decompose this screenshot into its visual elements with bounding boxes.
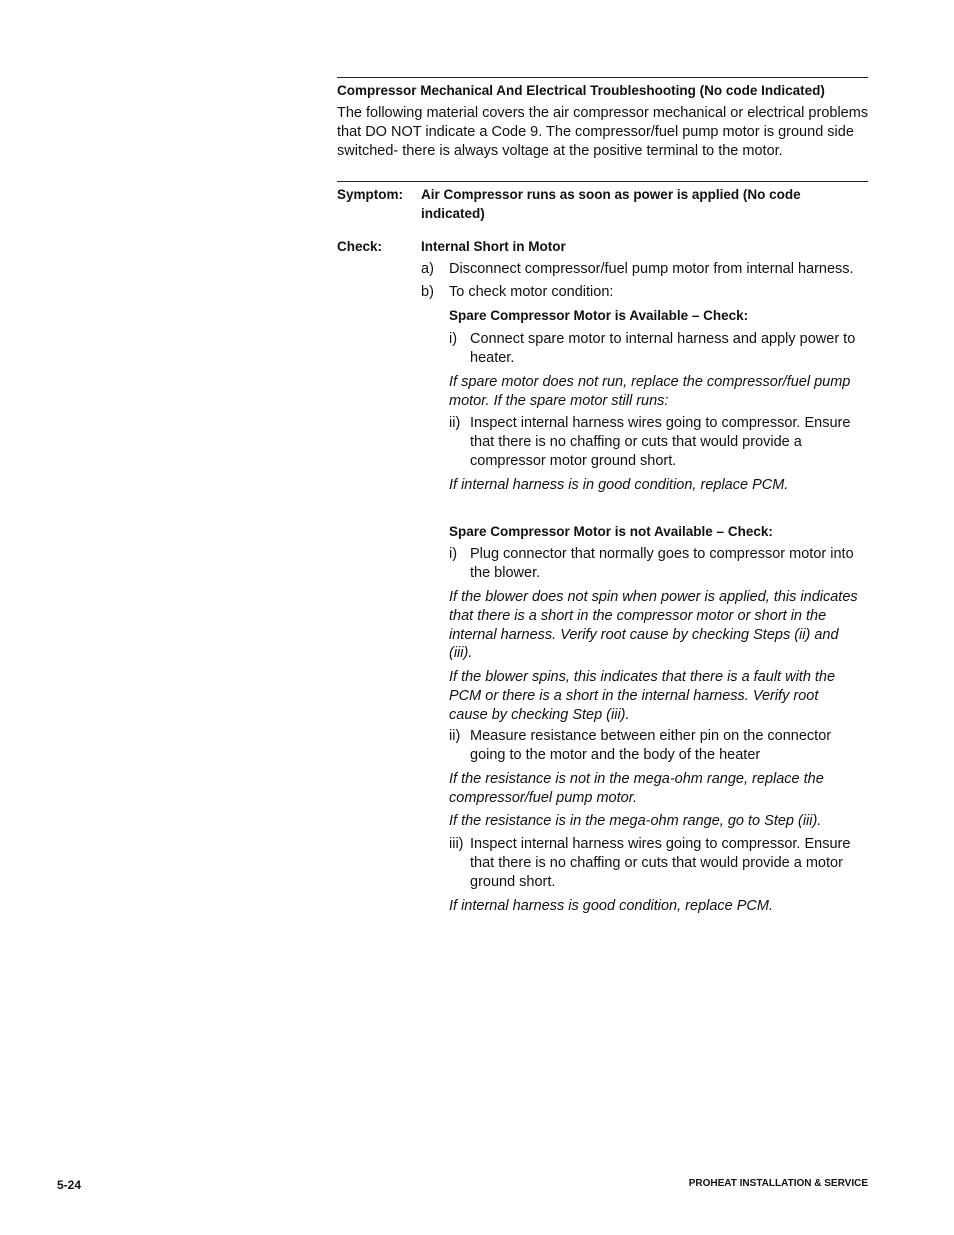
step-text: To check motor condition: (449, 284, 614, 300)
available-note-1: If spare motor does not run, replace the compressor/fuel pump motor. If the spare motor still runs: (449, 374, 851, 409)
step-marker: ii) (449, 728, 461, 744)
symptom-label: Symptom: (337, 187, 404, 202)
step-marker: i) (449, 546, 458, 562)
section-intro: The following material covers the air compressor mechanical or electrical problems that DO NOT indicate a Code 9. The compressor/fuel pump motor is ground side switched- there is always voltage at the positive terminal to the motor. (337, 105, 869, 159)
document-title: PROHEAT INSTALLATION & SERVICE (688, 1178, 868, 1189)
available-heading: Spare Compressor Motor is Available – Check: (449, 308, 749, 323)
step-marker: ii) (449, 415, 461, 431)
not-available-note-4: If the resistance is in the mega-ohm range, go to Step (iii). (449, 813, 822, 829)
step-text: Plug connector that normally goes to compressor motor into the blower. (470, 546, 854, 581)
symptom-rule (337, 181, 868, 182)
not-available-note-1: If the blower does not spin when power is applied, this indicates that there is a short in the compressor motor or short in the internal harness. Verify root cause by checking Steps (ii) and (iii). (449, 589, 858, 662)
not-available-step-ii (449, 727, 869, 765)
not-available-step-i (449, 545, 869, 583)
step-text: Measure resistance between either pin on the connector going to the motor and the body of the heater (470, 728, 832, 763)
symptom-text: Air Compressor runs as soon as power is applied (No code indicated) (421, 187, 801, 221)
step-marker: iii) (449, 836, 464, 852)
not-available-note-2: If the blower spins, this indicates that there is a fault with the PCM or there is a short in the internal harness. Verify root cause by checking Step (iii). (449, 669, 836, 723)
check-step-a (421, 260, 871, 279)
section-title: Compressor Mechanical And Electrical Troubleshooting (No code Indicated) (337, 83, 825, 98)
check-step-b (421, 283, 871, 302)
step-text: Connect spare motor to internal harness and apply power to heater. (470, 331, 856, 366)
step-text: Disconnect compressor/fuel pump motor from internal harness. (449, 261, 854, 277)
available-step-ii (449, 414, 871, 471)
available-note-2: If internal harness is in good condition, replace PCM. (449, 477, 789, 493)
not-available-heading: Spare Compressor Motor is not Available – Check: (449, 524, 773, 539)
top-rule (337, 77, 868, 78)
step-marker: i) (449, 331, 458, 347)
available-step-i (449, 330, 869, 368)
not-available-note-3: If the resistance is not in the mega-ohm range, replace the compressor/fuel pump motor. (449, 771, 824, 806)
check-title: Internal Short in Motor (421, 239, 566, 254)
check-label: Check: (337, 239, 383, 254)
step-marker: a) (421, 261, 434, 277)
not-available-step-iii (449, 835, 871, 892)
page-number: 5-24 (57, 1178, 82, 1192)
step-text: Inspect internal harness wires going to compressor. Ensure that there is no chaffing or cuts that would provide a compressor motor ground short. (470, 415, 851, 469)
not-available-note-5: If internal harness is good condition, replace PCM. (449, 898, 774, 914)
step-text: Inspect internal harness wires going to compressor. Ensure that there is no chaffing or cuts that would provide a motor ground short. (470, 836, 851, 890)
step-marker: b) (421, 284, 434, 300)
